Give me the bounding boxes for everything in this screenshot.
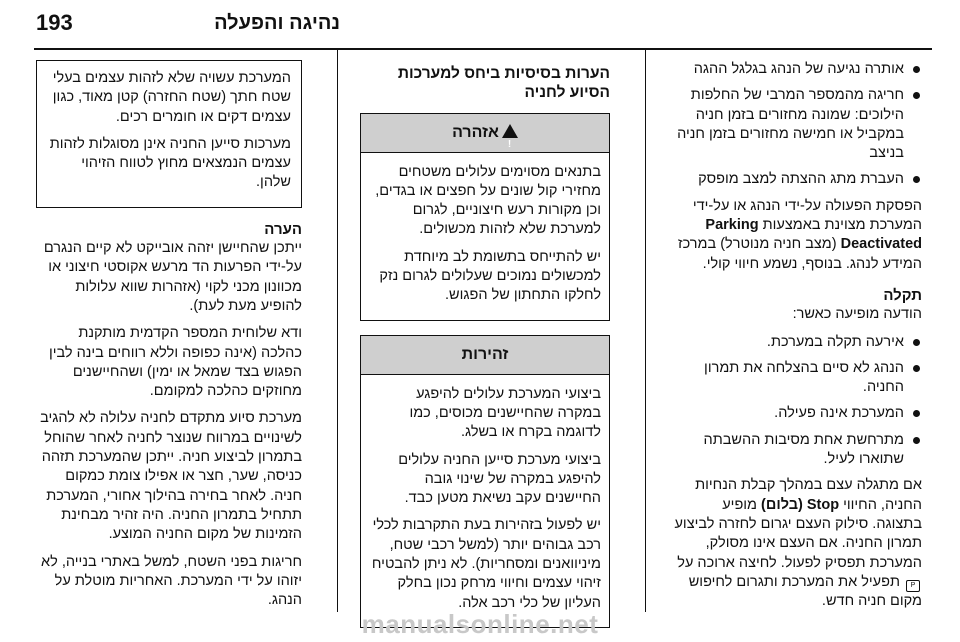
column-divider-left [337, 50, 338, 612]
parking-button-icon: P [906, 580, 920, 592]
list-item: חריגה מהמספר המרבי של החלפות הילוכים: שמונה מחזורים בזמן חניה במקביל או חמישה מחזורים בזמן חניה בניצב [670, 86, 922, 163]
column-middle [360, 64, 610, 628]
column-divider-right [645, 50, 646, 612]
list-item: אותרה נגיעה של הנהג בגלגל ההגה [670, 60, 922, 79]
list-item: המערכת אינה פעילה. [670, 404, 922, 423]
warning-header: !אזהרה [361, 114, 609, 153]
fault-list [670, 333, 922, 470]
column-right [670, 60, 922, 619]
warning-triangle-icon [502, 124, 518, 138]
note-paragraph: ודא שלוחית המספר הקדמית מותקנת כהלכה (אינה כפופה וללא רווחים בינה לבין הפגוש בצד שמאל או ימין) ושהחיישנים מחוזקים כהלכה למקומם. [48, 325, 302, 400]
note-heading: הערה [264, 220, 302, 238]
caution-header: זהירות [361, 336, 609, 375]
column-left [36, 60, 302, 618]
caution-paragraph: ביצועי מערכת סייען החניה עלולים להיפגע במקרה של שינוי גובה החיישנים עקב נשיאת מטען כבד. [398, 451, 601, 507]
warning-box [360, 113, 610, 321]
note-paragraph: ייתכן שהחיישן יזהה אובייקט לא קיים הנגרם על-ידי הפרעות הד מרעש אקוסטי חיצוני או מכוונון מכני לקוי (אזהרות שווא עלולות להופיע מעת לעת). [43, 240, 302, 314]
note-paragraph: חריגות בפני השטח, למשל באתרי בנייה, לא יזוהו על ידי המערכת. האחריות מוטלת על הנהג. [41, 553, 302, 609]
caution-box [360, 335, 610, 628]
warning-paragraph: בתנאים מסוימים עלולים משטחים מחזירי קול שונים על חפצים או בגדים, וכן מקורות רעש חיצוניים, לגרום למערכת שלא לזהות מכשולים. [375, 163, 601, 238]
deactivation-list [670, 60, 922, 190]
header-rule [34, 48, 932, 50]
page-header-title: נהיגה והפעלה [214, 12, 340, 34]
fault-intro: הודעה מופיעה כאשר: [792, 306, 922, 323]
fault-heading: תקלה [883, 286, 922, 304]
detection-limits-box [36, 60, 302, 208]
caution-paragraph: יש לפעול בזהירות בעת התקרבות לכלי רכב גבוהים יותר (למשל רכבי שטח, מיניוואנים ומסחריות). לא ניתן להבטיח זיהוי עצמים וחיווי מרחק נכון בחלק העליון של כלי רכב אלה. [371, 517, 601, 611]
deactivation-paragraph: הפסקת הפעולה על-ידי הנהג או על-ידי המערכת מצוינת באמצעות Parking Deactivated (מצב חניה מנוטרל) במרכז המידע לנהג. בנוסף, נשמע חיווי קולי. [677, 197, 922, 272]
watermark: manualsonline.net [361, 609, 599, 639]
list-item: הנהג לא סיים בהצלחה את תמרון החניה. [670, 359, 922, 398]
list-item: מתרחשת אחת מסיבות ההשבתה שתוארו לעיל. [670, 431, 922, 470]
note-paragraph: מערכת סיוע מתקדם לחניה עלולה לא להגיב לשינויים במרווח שנוצר לחניה לאחר שהוחל בתמרון לביצוע חניה. ייתכן שהמערכת תזהה כניסה, שער, חצר או אפילו צומת כמקום חניה. לאחר בחירה בהילוך אחורי, המערכת תתחיל בתמרון החניה. היה זהיר מבחינת הזמינות של מקום החניה המוצע. [40, 410, 302, 543]
section-title: הערות בסיסיות ביחס למערכות הסיוע לחניה [397, 65, 610, 102]
stop-paragraph: אם מתגלה עצם במהלך קבלת הנחיות החניה, החיווי Stop (בלום) מופיע בתצוגה. סילוק העצם יגרום לחזרה לביצוע תמרון החניה. אם העצם אינו מסולק, המערכת תפסיק לפעול. לחיצה ארוכה על P תפעיל את המערכת ותגרום לחיפוש מקום חניה חדש. [674, 477, 922, 610]
list-item: אירעה תקלה במערכת. [670, 333, 922, 352]
warning-paragraph: יש להתייחס בתשומת לב מיוחדת למכשולים נמוכים שעלולים לגרום נזק לחלקו התחתון של הפגוש. [379, 248, 601, 304]
page-number: 193 [36, 10, 73, 35]
caution-paragraph: ביצועי המערכת עלולים להיפגע במקרה שהחיישנים מכוסים, כמו לדוגמה בקרח או בשלג. [409, 385, 601, 441]
box-paragraph: מערכות סייען החניה אינן מסוגלות לזהות עצמים הנמצאים מחוץ לטווח הזיהוי שלהן. [49, 135, 291, 191]
box-paragraph: המערכת עשויה שלא לזהות עצמים בעלי שטח חתך (שטח החזרה) קטן מאוד, כגון עצמים דקים או חומרים רכים. [52, 70, 291, 125]
list-item: העברת מתג ההצתה למצב מופסק [670, 170, 922, 189]
